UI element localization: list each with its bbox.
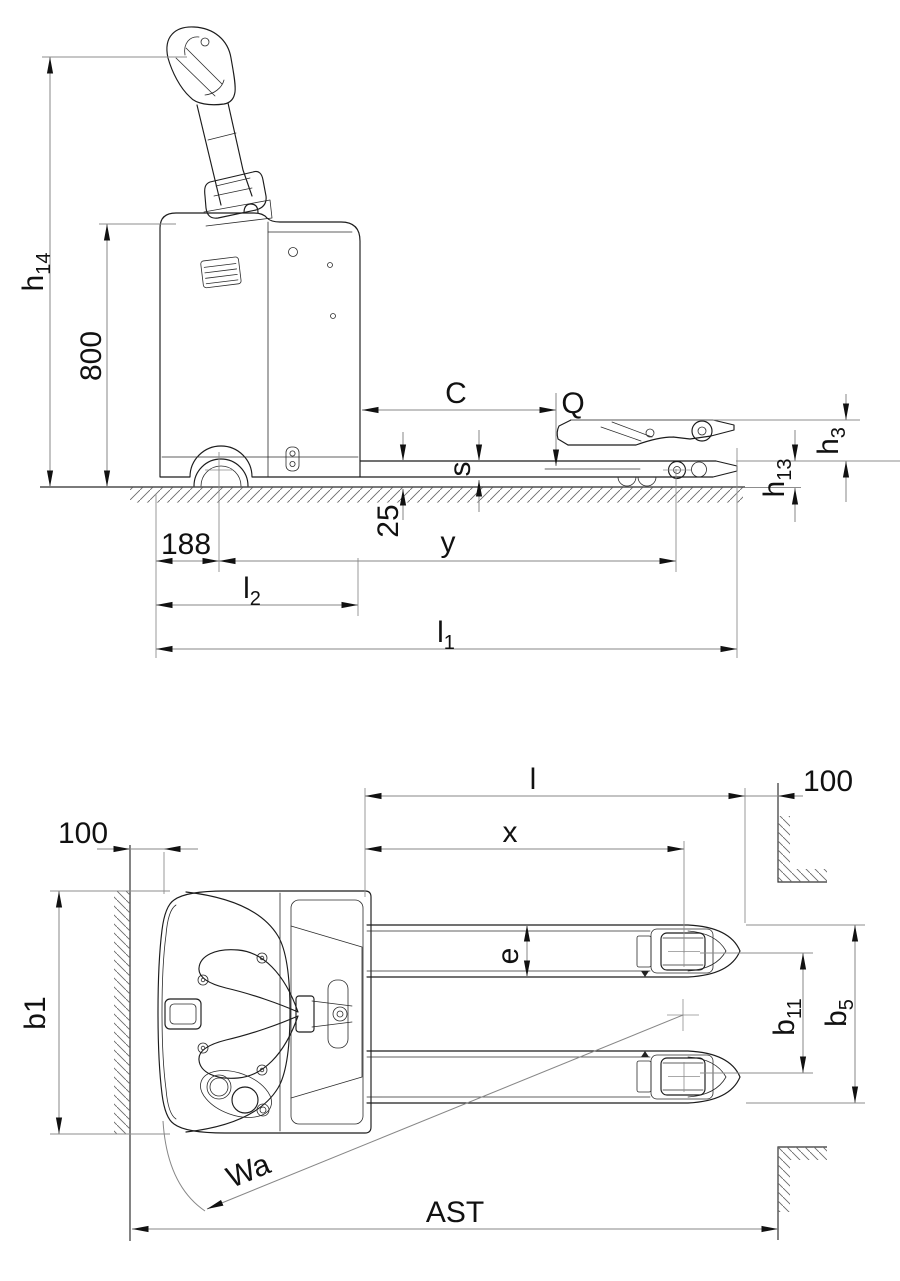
- dim-l2: [156, 572, 358, 610]
- dim-b1: [19, 891, 170, 1134]
- dim-label-100-left: 100: [57, 817, 109, 850]
- dim-h13: [758, 430, 796, 522]
- ground-line: [40, 487, 801, 503]
- dim-label-800: 800: [75, 330, 108, 382]
- side-view-truck-art: [160, 27, 737, 486]
- dim-label-l2: $l_2$: [243, 572, 261, 610]
- dim-label-l: l: [529, 763, 537, 796]
- dim-label-h13: $h_{13}$: [758, 458, 796, 498]
- dim-label-c: C: [445, 377, 467, 410]
- top-view-truck-art: [158, 891, 740, 1133]
- dim-b11: [700, 953, 813, 1073]
- dim-l1: [156, 616, 737, 654]
- dim-label-e: e: [492, 947, 525, 965]
- dim-q: [556, 387, 585, 466]
- dim-label-b5: $b_5$: [820, 999, 858, 1027]
- dim-label-s: s: [444, 461, 477, 477]
- dim-c: [362, 377, 556, 410]
- dim-label-b1: b1: [19, 996, 52, 1030]
- dim-h14: [17, 57, 187, 487]
- dim-label-188: 188: [160, 528, 212, 561]
- top-view: [19, 763, 865, 1241]
- dim-l: [365, 763, 803, 923]
- dim-label-wa: Wa: [221, 1147, 275, 1195]
- dim-label-y: y: [440, 526, 456, 559]
- side-view: [17, 27, 900, 658]
- bottom-right-wall: [778, 1147, 827, 1240]
- dim-label-ast: AST: [425, 1196, 485, 1229]
- dim-label-b11: $b_{11}$: [768, 998, 806, 1036]
- left-wall: [114, 845, 130, 1241]
- dim-label-25: 25: [372, 504, 405, 538]
- dim-100-right: [778, 765, 853, 798]
- dim-100-left: [58, 817, 198, 894]
- dim-ast: [132, 1196, 778, 1229]
- dim-h3: [812, 394, 850, 502]
- dim-y: [219, 526, 676, 561]
- dim-label-q: Q: [561, 387, 585, 420]
- dim-label-h14: $h_{14}$: [17, 252, 55, 292]
- dim-label-x: x: [502, 816, 518, 849]
- dim-x: [365, 816, 684, 953]
- dim-188: [156, 528, 219, 561]
- dim-e: [492, 925, 527, 977]
- dim-label-100-right: 100: [802, 765, 854, 798]
- dim-label-h3: $h_3$: [812, 427, 850, 455]
- dim-25: [372, 432, 405, 538]
- dim-label-l1: $l_1$: [437, 616, 455, 654]
- dim-wa: [163, 1015, 683, 1211]
- dim-800: [75, 224, 176, 487]
